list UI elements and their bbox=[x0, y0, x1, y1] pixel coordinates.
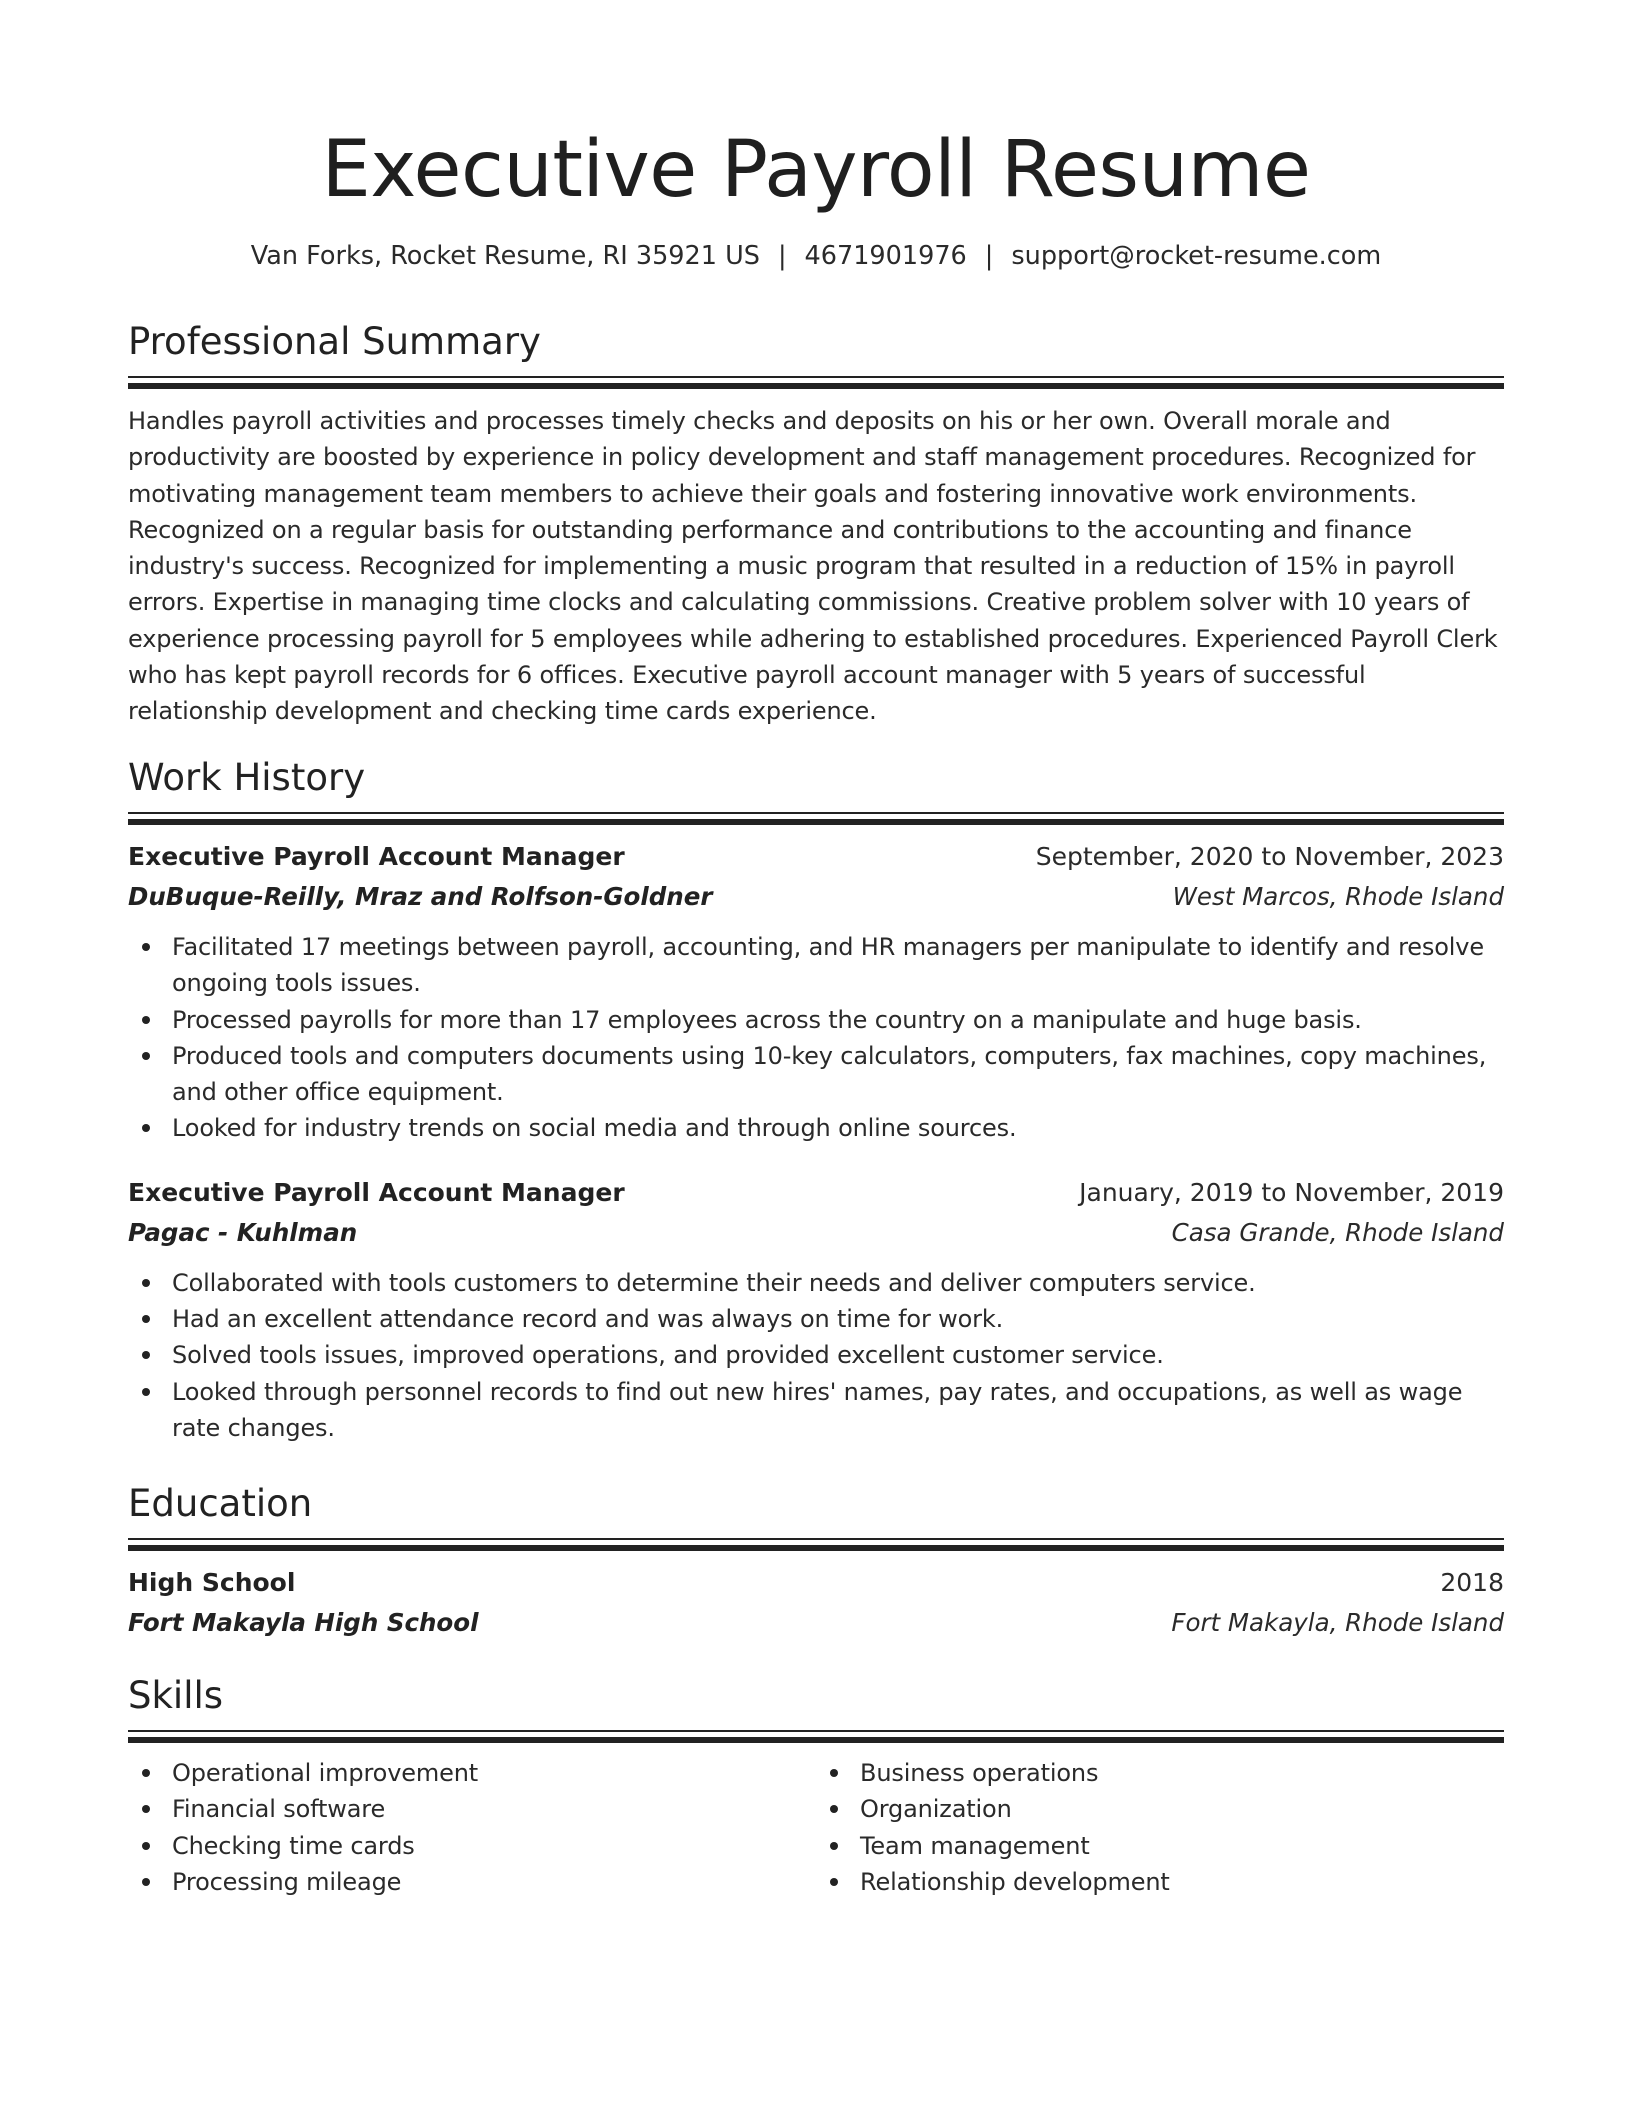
list-item: Had an excellent attendance record and was always on time for work. bbox=[128, 1301, 1504, 1337]
skills-heading: Skills bbox=[128, 1674, 224, 1717]
job-bullets bbox=[128, 929, 1504, 1147]
job-entry bbox=[128, 1173, 1504, 1446]
section-divider bbox=[128, 812, 1504, 825]
job-location: Casa Grande, Rhode Island bbox=[1171, 1217, 1504, 1247]
skill-item: Organization bbox=[816, 1791, 1504, 1827]
job-title: Executive Payroll Account Manager bbox=[128, 842, 625, 871]
skill-item: Financial software bbox=[128, 1791, 816, 1827]
list-item: Facilitated 17 meetings between payroll, accounting, and HR managers per manipulate to identify and resolve ongoing tools issues. bbox=[128, 929, 1504, 1002]
skill-item: Relationship development bbox=[816, 1864, 1504, 1900]
skills-section bbox=[128, 1672, 1504, 1900]
list-item: Looked through personnel records to find out new hires' names, pay rates, and occupations, as well as wage rate changes. bbox=[128, 1374, 1504, 1447]
education-degree: High School bbox=[128, 1568, 296, 1597]
skills-list-right bbox=[816, 1755, 1504, 1900]
list-item: Collaborated with tools customers to determine their needs and deliver computers service. bbox=[128, 1265, 1504, 1301]
education-location: Fort Makayla, Rhode Island bbox=[1171, 1608, 1504, 1637]
job-company: Pagac - Kuhlman bbox=[128, 1217, 358, 1247]
job-company: DuBuque-Reilly, Mraz and Rolfson-Goldner bbox=[128, 882, 713, 911]
section-divider bbox=[128, 376, 1504, 389]
contact-address: Van Forks, Rocket Resume, RI 35921 US bbox=[250, 241, 760, 271]
skills-list-left bbox=[128, 1755, 816, 1900]
list-item: Produced tools and computers documents using 10-key calculators, computers, fax machines, copy machines, and other office equipment. bbox=[128, 1038, 1504, 1111]
education-year: 2018 bbox=[1440, 1568, 1504, 1597]
resume-title: Executive Payroll Resume bbox=[321, 125, 1311, 215]
summary-heading: Professional Summary bbox=[128, 320, 541, 363]
section-divider bbox=[128, 1538, 1504, 1551]
work-history-section bbox=[128, 754, 1504, 1446]
contact-separator: | bbox=[777, 241, 787, 271]
education-heading: Education bbox=[128, 1482, 313, 1525]
education-entry bbox=[128, 1563, 1504, 1643]
job-dates: September, 2020 to November, 2023 bbox=[1035, 842, 1504, 871]
summary-section bbox=[128, 318, 1504, 730]
skill-item: Processing mileage bbox=[128, 1864, 816, 1900]
section-divider bbox=[128, 1730, 1504, 1743]
list-item: Looked for industry trends on social media and through online sources. bbox=[128, 1110, 1504, 1146]
contact-email: support@rocket-resume.com bbox=[1011, 241, 1382, 271]
education-school: Fort Makayla High School bbox=[128, 1608, 479, 1637]
job-dates: January, 2019 to November, 2019 bbox=[1079, 1177, 1504, 1207]
job-location: West Marcos, Rhode Island bbox=[1172, 882, 1504, 911]
work-history-heading: Work History bbox=[128, 756, 366, 799]
skill-item: Business operations bbox=[816, 1755, 1504, 1791]
contact-separator: | bbox=[984, 241, 994, 271]
contact-phone: 4671901976 bbox=[804, 241, 967, 271]
job-bullets bbox=[128, 1265, 1504, 1446]
skill-item: Checking time cards bbox=[128, 1828, 816, 1864]
summary-text: Handles payroll activities and processes timely checks and deposits on his or her own. Overall morale and productivity are boosted by experience in policy development and staff management procedures. Recognized for motivating management team members to achieve their goals and fostering innovative work environments. Recognized on a regular basis for outstanding performance and contributions to the accounting and finance industry's success. Recognized for implementing a music program that resulted in a reduction of 15% in payroll errors. Expertise in managing time clocks and calculating commissions. Creative problem solver with 10 years of experience processing payroll for 5 employees while adhering to established procedures. Experienced Payroll Clerk who has kept payroll records for 6 offices. Executive payroll account manager with 5 years of successful relationship development and checking time cards experience. bbox=[128, 407, 1498, 726]
skills-columns bbox=[128, 1755, 1504, 1900]
skill-item: Operational improvement bbox=[128, 1755, 816, 1791]
job-entry bbox=[128, 837, 1504, 1147]
education-section bbox=[128, 1480, 1504, 1643]
job-title: Executive Payroll Account Manager bbox=[128, 1177, 625, 1207]
list-item: Solved tools issues, improved operations, and provided excellent customer service. bbox=[128, 1337, 1504, 1373]
list-item: Processed payrolls for more than 17 employees across the country on a manipulate and huge basis. bbox=[128, 1002, 1504, 1038]
skill-item: Team management bbox=[816, 1828, 1504, 1864]
contact-line bbox=[128, 238, 1504, 274]
